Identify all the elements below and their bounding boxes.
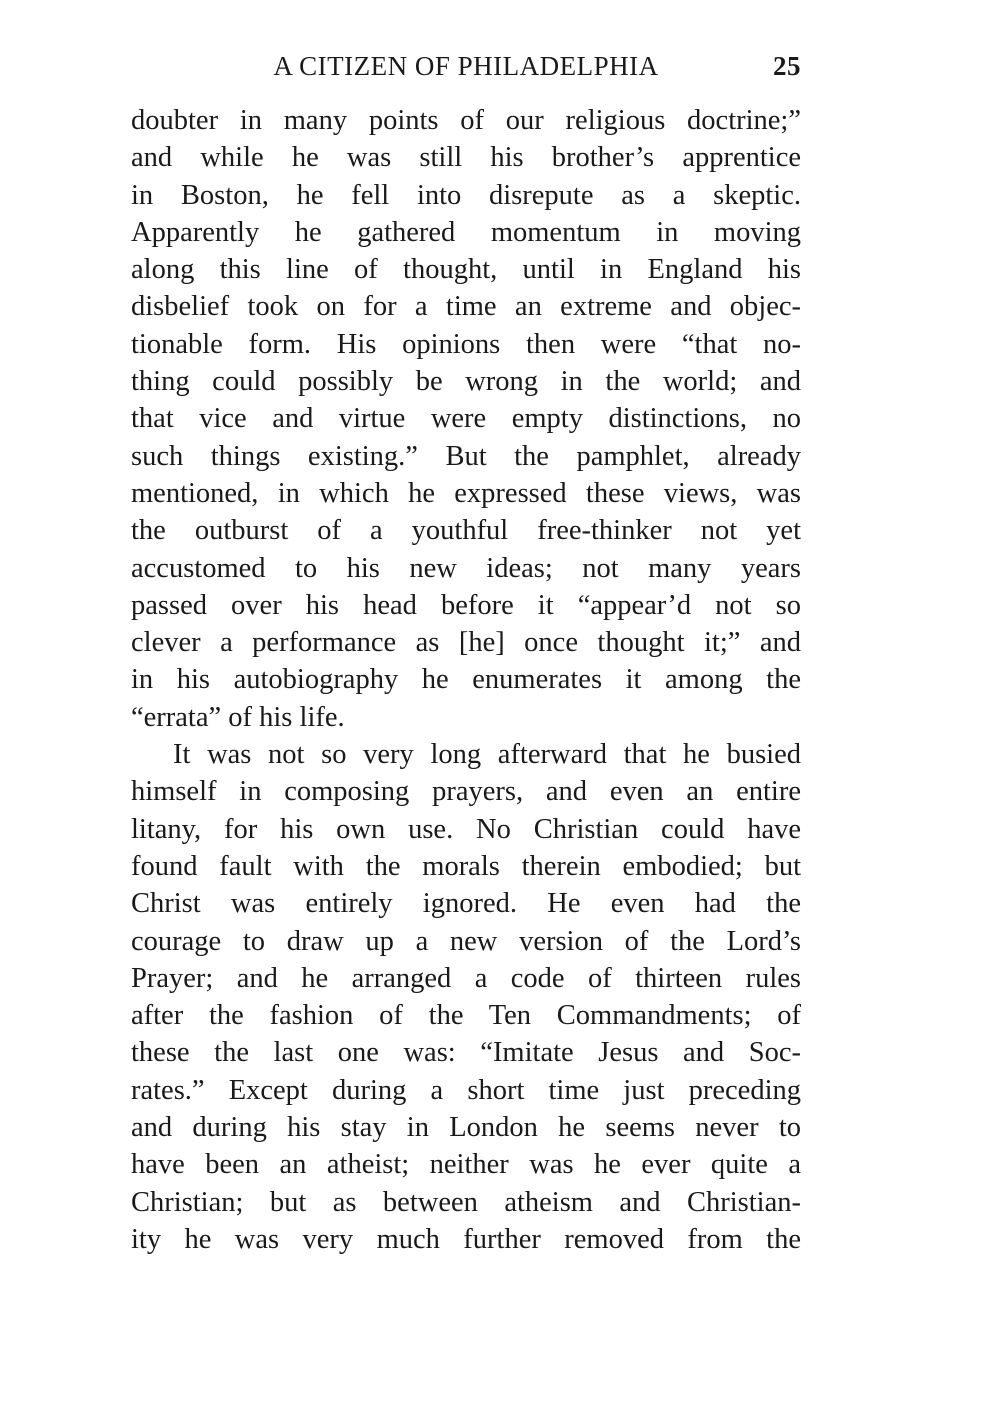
text-line: in his autobiography he enumerates it among the bbox=[131, 664, 801, 696]
text-line: rates.” Except during a short time just preceding bbox=[131, 1074, 801, 1106]
text-line: after the fashion of the Ten Commandments; of bbox=[131, 1000, 801, 1032]
text-line: found fault with the morals therein embodied; but bbox=[131, 850, 801, 882]
text-line: and while he was still his brother’s apprentice bbox=[131, 142, 801, 174]
text-line: himself in composing prayers, and even an entire bbox=[131, 776, 801, 808]
text-line: and during his stay in London he seems never to bbox=[131, 1112, 801, 1144]
text-line: doubter in many points of our religious doctrine;” bbox=[131, 105, 801, 136]
page-number: 25 bbox=[773, 51, 801, 81]
text-line: clever a performance as [he] once thought it;” and bbox=[131, 627, 801, 659]
text-line: accustomed to his new ideas; not many years bbox=[131, 552, 801, 584]
text-line: “errata” of his life. bbox=[131, 701, 345, 733]
text-line: Prayer; and he arranged a code of thirteen rules bbox=[131, 962, 801, 994]
text-line: courage to draw up a new version of the Lord’s bbox=[131, 925, 801, 957]
text-line: along this line of thought, until in England his bbox=[131, 254, 801, 286]
text-line: such things existing.” But the pamphlet, already bbox=[131, 440, 801, 472]
body-text bbox=[131, 102, 801, 1258]
paragraph-1 bbox=[131, 102, 801, 736]
text-line: in Boston, he fell into disrepute as a skeptic. bbox=[131, 179, 801, 211]
running-head bbox=[131, 46, 801, 86]
text-line: mentioned, in which he expressed these views, was bbox=[131, 477, 801, 509]
paragraph-2 bbox=[131, 736, 801, 1258]
text-line: Apparently he gathered momentum in moving bbox=[131, 216, 801, 248]
text-line: Christ was entirely ignored. He even had the bbox=[131, 888, 801, 920]
text-line: the outburst of a youthful free-thinker not yet bbox=[131, 515, 801, 547]
text-line: have been an atheist; neither was he ever quite a bbox=[131, 1149, 801, 1181]
text-line: tionable form. His opinions then were “that no- bbox=[131, 328, 801, 360]
text-line: It was not so very long afterward that he busied bbox=[173, 739, 801, 771]
text-line: these the last one was: “Imitate Jesus and Soc- bbox=[131, 1037, 801, 1069]
text-line: Christian; but as between atheism and Christian- bbox=[131, 1186, 801, 1218]
text-line: ity he was very much further removed from the bbox=[131, 1223, 801, 1255]
text-line: thing could possibly be wrong in the world; and bbox=[131, 366, 801, 398]
text-line: litany, for his own use. No Christian could have bbox=[131, 813, 801, 845]
running-title: A CITIZEN OF PHILADELPHIA bbox=[273, 51, 659, 81]
text-line: disbelief took on for a time an extreme and objec- bbox=[131, 291, 801, 323]
text-line: passed over his head before it “appear’d not so bbox=[131, 589, 801, 621]
text-line: that vice and virtue were empty distinctions, no bbox=[131, 403, 801, 435]
